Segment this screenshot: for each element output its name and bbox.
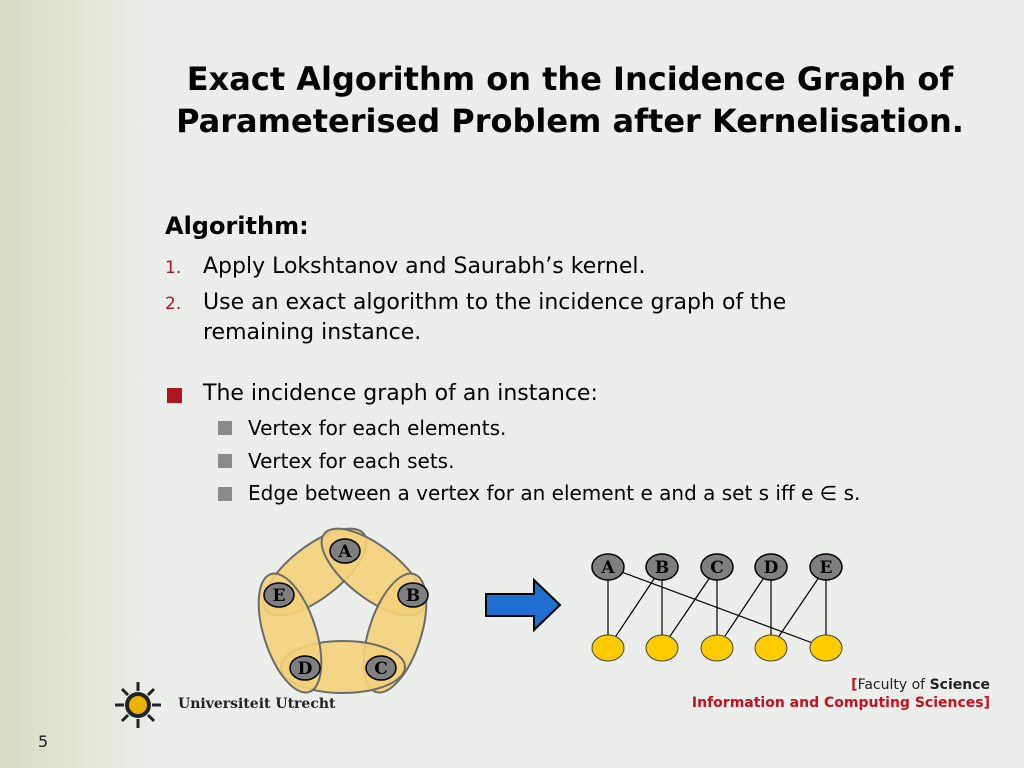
university-name: Universiteit Utrecht: [178, 696, 336, 712]
department-line: Information and Computing Sciences]: [691, 695, 990, 711]
step-2-text-line-2: remaining instance.: [203, 320, 422, 345]
faculty-line: [Faculty of Science: [851, 677, 990, 693]
set-node-label-a: A: [601, 558, 615, 578]
element-vertex: [592, 635, 624, 661]
set-node-label-c: C: [710, 558, 724, 578]
element-vertex: [810, 635, 842, 661]
step-1-number: 1.: [165, 258, 182, 278]
title-line-1: Exact Algorithm on the Incidence Graph of: [186, 60, 954, 98]
set-node-label-d: D: [763, 558, 779, 578]
right-arrow-icon: [484, 576, 564, 634]
incidence-edge: [771, 567, 826, 648]
incidence-graph-diagram: [585, 545, 855, 670]
incidence-edge: [662, 567, 717, 648]
set-vertex-label-e: E: [272, 586, 286, 606]
sub-bullet-1: Vertex for each elements.: [248, 416, 507, 440]
algorithm-heading: Algorithm:: [165, 212, 309, 240]
faculty-science: Science: [929, 677, 990, 693]
step-1-text: Apply Lokshtanov and Saurabh’s kernel.: [203, 254, 646, 279]
sub-bullet-3: Edge between a vertex for an element e and a set s iff e ∈ s.: [248, 481, 861, 505]
university-logo-sun-icon: [112, 680, 168, 730]
sub-bullet-square-1: [218, 421, 232, 435]
bullet-square: [167, 388, 182, 403]
incidence-edge: [608, 567, 662, 648]
title-line-2: Parameterised Problem after Kernelisation.: [176, 102, 964, 140]
faculty-prefix: Faculty of: [857, 677, 930, 693]
sub-bullet-square-2: [218, 454, 232, 468]
page-number: 5: [38, 732, 49, 751]
step-2-text-line-1: Use an exact algorithm to the incidence graph of the: [203, 290, 787, 315]
element-vertex: [701, 635, 733, 661]
set-vertex-label-b: B: [405, 586, 421, 606]
step-2-number: 2.: [165, 294, 182, 314]
set-node-label-e: E: [819, 558, 833, 578]
set-system-diagram: [245, 520, 445, 695]
bullet-text: The incidence graph of an instance:: [203, 381, 598, 406]
set-vertex-label-d: D: [297, 659, 313, 679]
element-vertex: [755, 635, 787, 661]
incidence-edge: [717, 567, 771, 648]
sub-bullet-square-3: [218, 487, 232, 501]
department-name: Information and Computing Sciences: [691, 695, 984, 711]
set-vertex-label-a: A: [338, 542, 352, 562]
set-vertex-label-c: C: [374, 659, 388, 679]
slide-title: [120, 58, 1020, 142]
element-vertex: [646, 635, 678, 661]
sub-bullet-2: Vertex for each sets.: [248, 449, 455, 473]
set-node-label-b: B: [654, 558, 670, 578]
